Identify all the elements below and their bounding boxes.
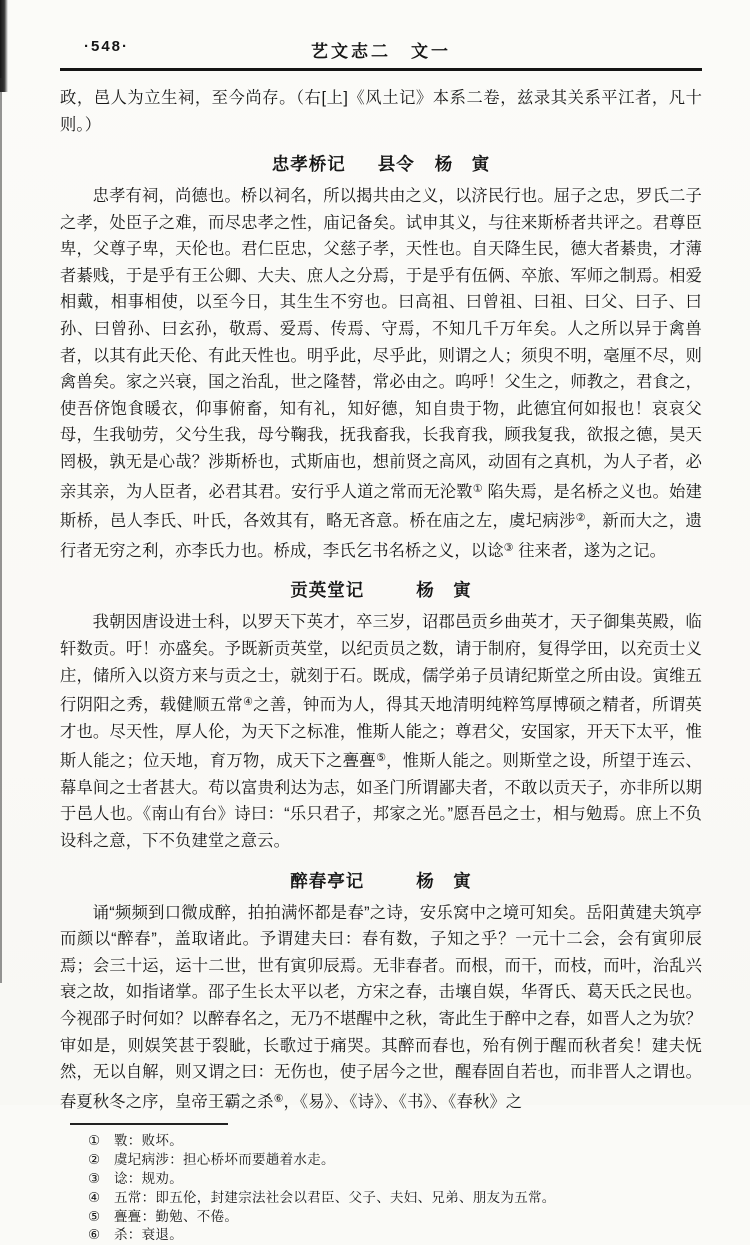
footnotes-block	[60, 1123, 702, 1245]
section-title-text: 贡英堂记	[290, 580, 365, 601]
footnote-item	[88, 1208, 702, 1227]
footnote-marker: ②	[88, 1152, 101, 1168]
section-body-zhongxiaoqiaoji: 忠孝有祠，尚德也。桥以祠名，所以揭共由之义，以济民行也。屈子之忠，罗氏二子之孝，处臣子之难，而尽忠孝之性，庙记备矣。试申其义，与往来斯桥者共评之。君尊臣卑，父尊子卑，天伦也。君仁臣忠，父慈子孝，天性也。自天降生民，德大者綦贵，才薄者綦贱，于是乎有王公卿、大夫、庶人之分焉，于是乎有伍俩、卒旅、军师之制焉。相爱相戴，相事相使，以至今日，其生生不穷也。曰高祖、曰曾祖、曰祖、曰父、曰子、曰孙、曰曾孙、曰玄孙，敬焉、爱焉、传焉、守焉，不知几千万年矣。人之所以异于禽兽者，以其有此天伦、有此天性也。明乎此，尽乎此，则谓之人；须臾不明，毫厘不尽，则禽兽矣。家之兴衰，国之治乱，世之隆替，常必由之。呜呼！父生之，师教之，君食之，使吾侪饱食暖衣，仰事俯畜，知有礼，知好德，知自贵于物，此德宜何如报也！哀哀父母，生我劬劳，父兮生我，母兮鞠我，抚我畜我，长我育我，顾我复我，欲报之德，昊天罔极，孰无是心哉？涉斯桥也，式斯庙也，想前贤之高风，动固有之真机，为人子者，必亲其亲，为人臣者，必君其君。安行乎人道之常而无沦斁① 陷失焉，是名桥之义也。始建斯桥，邑人李氏、叶氏，各效其有，略无吝意。桥在庙之左，虞圮病涉②，新而大之，遗行者无穷之利，亦李氏力也。桥成，李氏乞书名桥之义，以谂③ 往来者，遂为之记。	[60, 187, 702, 560]
footnote-text: 谂：规劝。	[114, 1171, 183, 1186]
header-rule	[60, 68, 702, 71]
section-title-text: 醉春亭记	[290, 870, 365, 891]
section-title-zuichuntingji	[60, 868, 702, 893]
footnote-marker: ①	[88, 1133, 101, 1149]
footnote-text: 斁：败坏。	[114, 1133, 183, 1149]
footnote-item	[88, 1170, 702, 1189]
footnote-text: 亹亹：勤勉、不倦。	[114, 1208, 239, 1224]
footnote-item	[88, 1132, 702, 1151]
footnote-item	[88, 1226, 702, 1245]
section-title-gongyingtangji	[60, 577, 702, 602]
footnote-text: 虞圮病涉：担心桥坏而要趟着水走。	[114, 1152, 335, 1168]
section-author: 杨 寅	[416, 870, 472, 891]
scan-edge-line	[0, 78, 2, 983]
section-author: 杨 寅	[416, 580, 472, 601]
page-number: ·548·	[84, 38, 130, 55]
footnote-marker: ③	[88, 1171, 101, 1186]
intro-paragraph: 政，邑人为立生祠，至今尚存。（右[上]《风土记》本系二卷，兹录其关系平江者，凡十则。）	[60, 89, 703, 134]
footnote-marker: ⑥	[88, 1227, 101, 1243]
section-body-gongyingtangji: 我朝因唐设进士科，以罗天下英才，卒三岁，诏郡邑贡乡曲英才，天子御集英殿，临轩数贡。吁！亦盛矣。予既新贡英堂，以纪贡员之数，请于制府，复得学田，以充贡士义庄，储所入以资方来与贡之士，就刻于石。既成，儒学弟子员请纪斯堂之所由设。寅维五行阴阳之秀，载健顺五常④之善，钟而为人，得其天地清明纯粹笃厚博硕之精者，所谓英才也。尽天性，厚人伦，为天下之标准，惟斯人能之；尊君父，安国家，开天下太平，惟斯人能之；位天地，育万物，成天下之亹亹⑤，惟斯人能之。则斯堂之设，所望于连云、幕阜间之士者甚大。苟以富贵利达为志，如圣门所谓鄙夫者，不敢以贡天子，亦非所以期于邑人也。《南山有台》诗曰：“乐只君子，邦家之光。”愿吾邑之士，相与勉焉。庶上不负设科之意，下不负建堂之意云。	[60, 613, 702, 851]
footnote-item	[88, 1151, 702, 1170]
footnote-list	[88, 1132, 702, 1245]
page-header	[60, 38, 702, 60]
footnote-marker: ⑤	[88, 1208, 101, 1224]
section-author: 杨 寅	[434, 154, 491, 174]
footnote-text: 杀：衰退。	[114, 1227, 183, 1243]
running-head: 艺文志二 文一	[311, 42, 451, 61]
section-title-zhongxiaoqiaoji	[60, 151, 702, 176]
section-author-role: 县令	[377, 154, 415, 174]
footnote-item	[88, 1189, 702, 1208]
section-body-zuichuntingji: 诵“频频到口微成醉，拍拍满怀都是春”之诗，安乐窝中之境可知矣。岳阳黄建夫筑亭而颜以“醉春”，盖取诸此。予谓建夫曰：春有数，子知之乎？一元十二会，会有寅卯辰焉；会三十运，运十二世，世有寅卯辰焉。无非春者。而根，而干，而枝，而叶，治乱兴衰之故，如指诸掌。邵子生长太平以老，方宋之春，击壤自娱，华胥氏、葛天氏之民也。今视邵子时何如？以醉春名之，无乃不堪醒中之秋，寄此生于醉中之春，如晋人之为欤？审如是，则娱笑甚于裂眦，长歌过于痛哭。其醉而春也，殆有例于醒而秋者矣！建夫怃然，无以自解，则又谓之曰：无伤也，使子居今之世，醒春固自若也，而非晋人之谓也。春夏秋冬之序，皇帝王霸之杀⑥，《易》、《诗》、《书》、《春秋》之	[60, 903, 702, 1111]
footnote-marker: ④	[88, 1189, 101, 1205]
footnote-divider	[70, 1123, 228, 1125]
footnote-text: 五常：即五伦，封建宗法社会以君臣、父子、夫妇、兄弟、朋友为五常。	[114, 1189, 556, 1205]
section-title-text: 忠孝桥记	[271, 154, 346, 174]
